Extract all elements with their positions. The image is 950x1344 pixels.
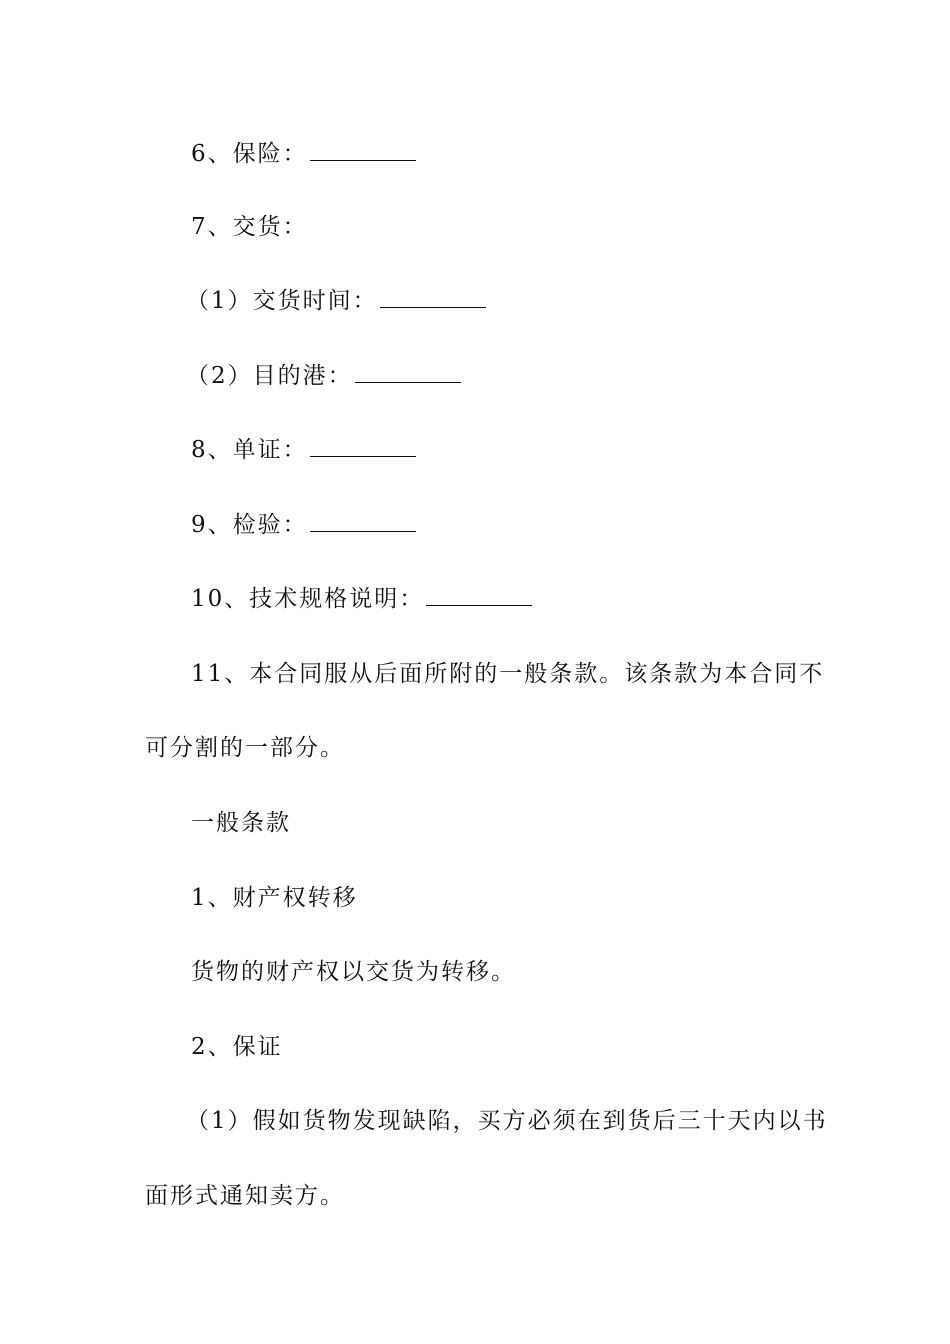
clause-7-1-label: （1）交货时间：: [186, 288, 378, 314]
term-1-text: 货物的财产权以交货为转移。: [191, 959, 516, 985]
documents-blank: [310, 436, 416, 457]
clause-9-label: 9、检验：: [191, 512, 308, 538]
clause-11-line-2: [145, 733, 345, 763]
clause-8-label: 8、单证：: [191, 437, 308, 463]
destination-port-blank: [355, 362, 461, 383]
clause-10-technical-spec: [191, 584, 532, 614]
term-1-heading: [191, 883, 358, 913]
term-2-1-text-1: （1）假如货物发现缺陷，买方必须在到货后三十天内以书: [186, 1108, 828, 1134]
insurance-blank: [310, 140, 416, 161]
general-terms-heading: [191, 808, 291, 838]
term-2-title: 2、保证: [191, 1034, 283, 1060]
delivery-time-blank: [380, 287, 486, 308]
term-2-1-text-2: 面形式通知卖方。: [145, 1183, 345, 1209]
technical-spec-blank: [426, 585, 532, 606]
term-1-body: [191, 957, 516, 987]
clause-7-2-label: （2）目的港：: [186, 363, 353, 389]
clause-8-documents: [191, 435, 416, 465]
clause-6-label: 6、保险：: [191, 141, 308, 167]
clause-11-line-1: [191, 659, 824, 689]
clause-7-delivery: [191, 212, 308, 242]
clause-7-1-delivery-time: [186, 286, 486, 316]
term-1-title: 1、财产权转移: [191, 885, 358, 911]
clause-6-insurance: [191, 139, 416, 169]
clause-11-text-1: 11、本合同服从后面所附的一般条款。该条款为本合同不: [191, 661, 825, 687]
general-terms-title: 一般条款: [191, 810, 291, 836]
term-2-1-line-2: [145, 1181, 345, 1211]
inspection-blank: [310, 511, 416, 532]
term-2-1-line-1: [186, 1106, 828, 1136]
clause-7-label: 7、交货：: [191, 214, 308, 240]
clause-9-inspection: [191, 510, 416, 540]
clause-7-2-destination-port: [186, 361, 461, 391]
clause-11-text-2: 可分割的一部分。: [145, 735, 345, 761]
clause-10-label: 10、技术规格说明：: [191, 586, 425, 612]
term-2-heading: [191, 1032, 283, 1062]
